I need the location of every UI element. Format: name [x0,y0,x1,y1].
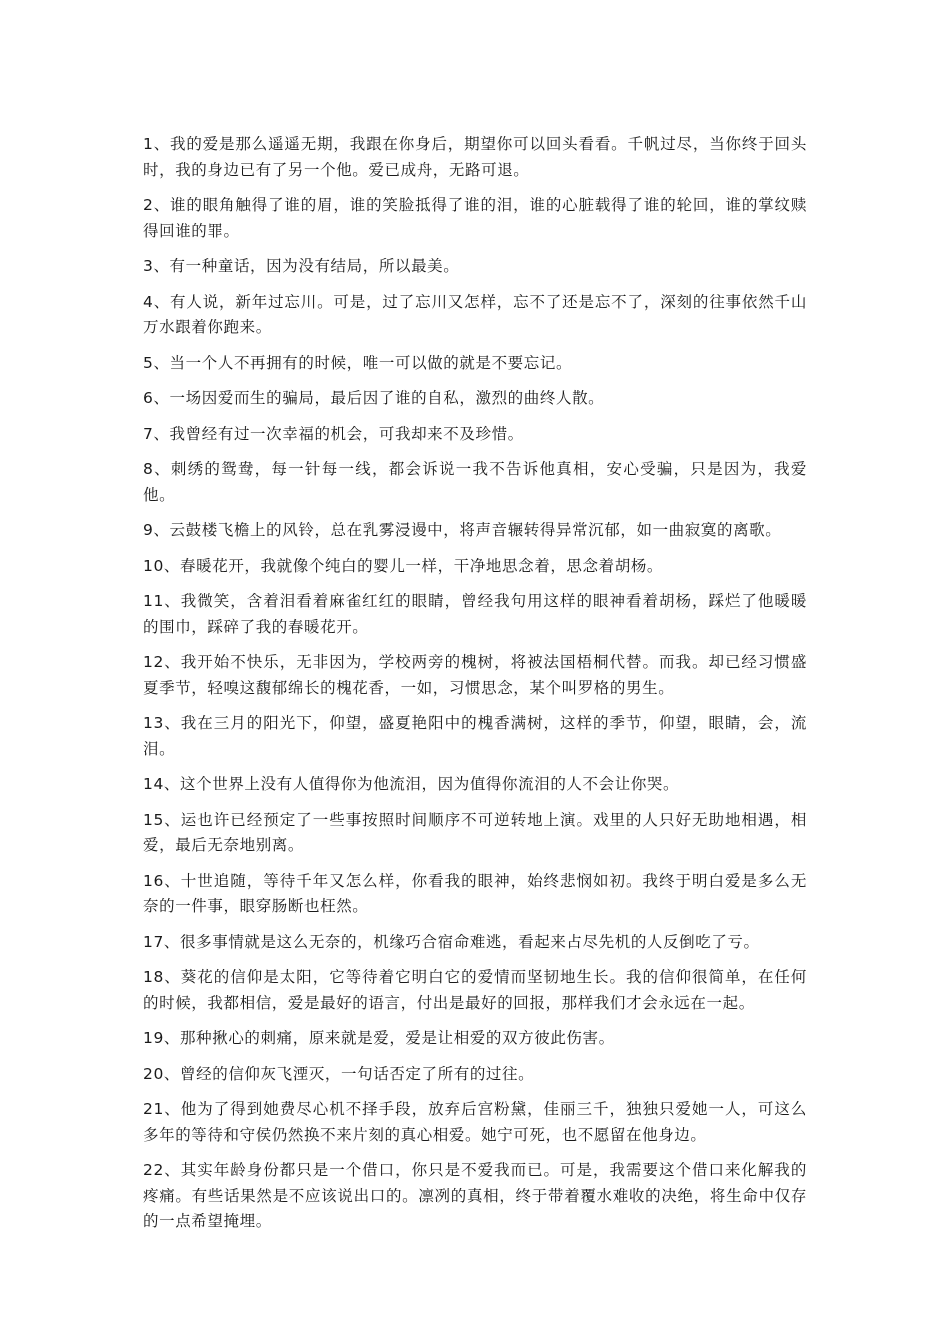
paragraph-21: 21、他为了得到她费尽心机不择手段，放弃后宫粉黛，佳丽三千，独独只爱她一人，可这么多年的等待和守侯仍然换不来片刻的真心相爱。她宁可死，也不愿留在他身边。 [143,1100,807,1144]
paragraph-13: 13、我在三月的阳光下，仰望，盛夏艳阳中的槐香满树，这样的季节，仰望，眼睛，会，流泪。 [143,714,807,758]
paragraph-14: 14、这个世界上没有人值得你为他流泪，因为值得你流泪的人不会让你哭。 [143,775,680,793]
paragraph-16: 16、十世追随，等待千年又怎么样，你看我的眼神，始终悲悯如初。我终于明白爱是多么无奈的一件事，眼穿肠断也枉然。 [143,871,807,915]
paragraph-15: 15、运也许已经预定了一些事按照时间顺序不可逆转地上演。戏里的人只好无助地相遇，相爱，最后无奈地别离。 [143,810,807,854]
paragraph-22: 22、其实年龄身份都只是一个借口，你只是不爱我而已。可是，我需要这个借口来化解我的疼痛。有些话果然是不应该说出口的。凛冽的真相，终于带着覆水难收的决绝，将生命中仅存的一点希望掩埋。 [143,1161,807,1230]
paragraph-18: 18、葵花的信仰是太阳，它等待着它明白它的爱情而坚韧地生长。我的信仰很简单，在任何的时候，我都相信，爱是最好的语言，付出是最好的回报，那样我们才会永远在一起。 [143,968,807,1012]
paragraph-9: 9、云鼓楼飞檐上的风铃，总在乳雾浸谩中，将声音辗转得异常沉郁，如一曲寂寞的离歌。 [143,521,782,539]
paragraph-7: 7、我曾经有过一次幸福的机会，可我却来不及珍惜。 [143,424,524,443]
paragraph-17: 17、很多事情就是这么无奈的，机缘巧合宿命难逃，看起来占尽先机的人反倒吃了亏。 [143,932,760,951]
paragraph-10: 10、春暖花开，我就像个纯白的婴儿一样，干净地思念着，思念着胡杨。 [143,556,664,575]
paragraph-1: 1、我的爱是那么遥遥无期，我跟在你身后，期望你可以回头看看。千帆过尽，当你终于回头时，我的身边已有了另一个他。爱已成舟，无路可退。 [143,135,807,179]
paragraph-11: 11、我微笑，含着泪看着麻雀红红的眼睛，曾经我句用这样的眼神看着胡杨，踩烂了他暖暖的围巾，踩碎了我的春暖花开。 [143,592,807,636]
paragraph-4: 4、有人说，新年过忘川。可是，过了忘川又怎样，忘不了还是忘不了，深刻的往事依然千山万水跟着你跑来。 [143,292,807,336]
paragraph-12: 12、我开始不快乐，无非因为，学校两旁的槐树，将被法国梧桐代替。而我。却已经习惯盛夏季节，轻嗅这馥郁绵长的槐花香，一如，习惯思念，某个叫罗格的男生。 [143,653,807,697]
paragraph-5: 5、当一个人不再拥有的时候，唯一可以做的就是不要忘记。 [143,353,573,372]
paragraph-19: 19、那种揪心的刺痛，原来就是爱，爱是让相爱的双方彼此伤害。 [143,1029,615,1047]
paragraph-20: 20、曾经的信仰灰飞湮灭，一句话否定了所有的过往。 [143,1064,535,1083]
document-body [143,132,807,1245]
paragraph-2: 2、谁的眼角触得了谁的眉，谁的笑脸抵得了谁的泪，谁的心脏载得了谁的轮回，谁的掌纹赎得回谁的罪。 [143,196,807,240]
paragraph-8: 8、刺绣的鸳鸯，每一针每一线，都会诉说一我不告诉他真相，安心受骗，只是因为，我爱他。 [143,460,807,504]
paragraph-6: 6、一场因爱而生的骗局，最后因了谁的自私，激烈的曲终人散。 [143,389,605,407]
paragraph-3: 3、有一种童话，因为没有结局，所以最美。 [143,257,460,275]
